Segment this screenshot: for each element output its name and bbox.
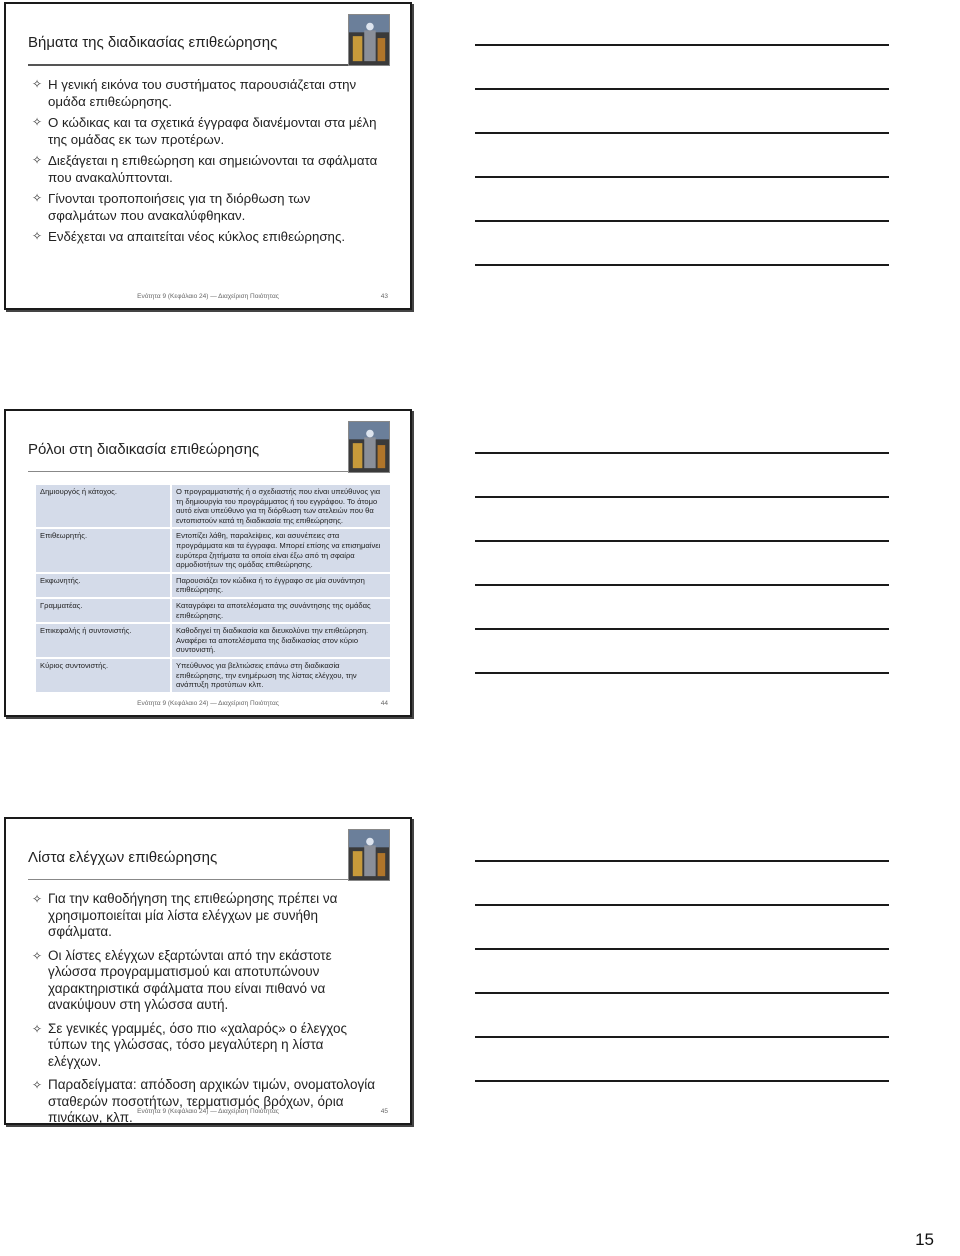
slide-logo-image: [348, 14, 390, 66]
footer-text: Ενότητα 9 (Κεφάλαιο 24) — Διαχείριση Ποιότητας: [137, 293, 279, 300]
slide-footer: [6, 293, 410, 300]
table-row: [36, 624, 390, 657]
table-row: [36, 574, 390, 597]
note-line: [475, 992, 889, 994]
slide-logo-image: [348, 421, 390, 473]
role-description: Ο προγραμματιστής ή ο σχεδιαστής που είναι υπεύθυνος για τη δημιουργία του προγράμματος ή του εγγράφου. Το άτομο αυτό είναι υπεύθυνο για τη διόρθωση των ατελειών που θα εντοπιστούν κατά τη διαδικασία της επιθεώρησης.: [172, 485, 390, 527]
note-line: [475, 452, 889, 454]
note-line: [475, 948, 889, 950]
table-row: [36, 659, 390, 692]
slide-45: [4, 817, 412, 1125]
note-line: [475, 496, 889, 498]
bullet-list: [32, 891, 380, 1134]
role-name: Επικεφαλής ή συντονιστής.: [36, 624, 172, 657]
bullet-item: ✧ Η γενική εικόνα του συστήματος παρουσιάζεται στην ομάδα επιθεώρησης.: [32, 77, 357, 109]
note-line: [475, 176, 889, 178]
footer-text: Ενότητα 9 (Κεφάλαιο 24) — Διαχείριση Ποιότητας: [137, 1108, 279, 1115]
slide-number: 45: [380, 1108, 388, 1115]
note-line: [475, 904, 889, 906]
table-row: [36, 599, 390, 622]
role-description: Καταγράφει τα αποτελέσματα της συνάντησης της ομάδας επιθεώρησης.: [172, 599, 390, 622]
slide-43: [4, 2, 412, 310]
table-row: [36, 485, 390, 527]
table-row: [36, 529, 390, 571]
note-line: [475, 672, 889, 674]
note-line: [475, 220, 889, 222]
bullet-item: ✧ Ο κώδικας και τα σχετικά έγγραφα διανέμονται στα μέλη της ομάδας εκ των προτέρων.: [32, 115, 377, 147]
bullet-item: ✧ Διεξάγεται η επιθεώρηση και σημειώνονται τα σφάλματα που ανακαλύπτονται.: [32, 153, 378, 185]
bullet-item: ✧ Για την καθοδήγηση της επιθεώρησης πρέπει να χρησιμοποιείται μία λίστα ελέγχων με συνήθη σφάλματα.: [32, 891, 338, 939]
bullet-star-icon: ✧: [32, 1021, 43, 1036]
title-divider: [28, 64, 388, 66]
bullet-star-icon: ✧: [32, 77, 43, 91]
role-name: Δημιουργός ή κάτοχος.: [36, 485, 172, 527]
bullet-star-icon: ✧: [32, 115, 43, 129]
slide-title: Ρόλοι στη διαδικασία επιθεώρησης: [28, 441, 260, 458]
bullet-star-icon: ✧: [32, 191, 43, 205]
note-line: [475, 132, 889, 134]
role-description: Καθοδηγεί τη διαδικασία και διευκολύνει την επιθεώρηση. Αναφέρει τα αποτελέσματα της διαδικασίας στον κύριο συντονιστή.: [172, 624, 390, 657]
bullet-star-icon: ✧: [32, 153, 43, 167]
note-line: [475, 88, 889, 90]
role-name: Επιθεωρητής.: [36, 529, 172, 571]
slide-footer: [6, 700, 410, 707]
slide-footer: [6, 1108, 410, 1115]
role-description: Παρουσιάζει τον κώδικα ή το έγγραφο σε μία συνάντηση επιθεώρησης.: [172, 574, 390, 597]
note-line: [475, 44, 889, 46]
role-description: Εντοπίζει λάθη, παραλείψεις, και ασυνέπειες στα προγράμματα και τα έγγραφα. Μπορεί επίσης να επισημαίνει ευρύτερα ζητήματα τα οποία είναι έξω από τη σφαίρα αρμοδιοτήτων της ομάδας επιθεώρησης.: [172, 529, 390, 571]
note-line: [475, 860, 889, 862]
slide-title: Βήματα της διαδικασίας επιθεώρησης: [28, 34, 278, 51]
roles-table: [36, 483, 390, 694]
bullet-star-icon: ✧: [32, 948, 43, 963]
bullet-item: ✧ Οι λίστες ελέγχων εξαρτώνται από την εκάστοτε γλώσσα προγραμματισμού και αποτυπώνουν χαρακτηριστικά σφάλματα που είναι πιθανό να ανακύψουν στη γλώσσα αυτή.: [32, 947, 332, 1012]
footer-text: Ενότητα 9 (Κεφάλαιο 24) — Διαχείριση Ποιότητας: [137, 700, 279, 707]
note-line: [475, 264, 889, 266]
slide-logo-image: [348, 829, 390, 881]
bullet-item: ✧ Γίνονται τροποποιήσεις για τη διόρθωση των σφαλμάτων που ανακαλύφθηκαν.: [32, 191, 311, 223]
bullet-star-icon: ✧: [32, 892, 43, 906]
slide-number: 44: [380, 700, 388, 707]
title-divider: [28, 879, 388, 880]
note-line: [475, 584, 889, 586]
slide-title: Λίστα ελέγχων επιθεώρησης: [28, 849, 218, 866]
slide-44: [4, 409, 412, 717]
role-description: Υπεύθυνος για βελτιώσεις επάνω στη διαδικασία επιθεώρησης, την ενημέρωση της λίστας ελέγχου, την ανάπτυξη προτύπων κλπ.: [172, 659, 390, 692]
role-name: Εκφωνητής.: [36, 574, 172, 597]
note-line: [475, 540, 889, 542]
bullet-star-icon: ✧: [32, 229, 43, 243]
title-divider: [28, 471, 388, 472]
note-line: [475, 1080, 889, 1082]
page-number: 15: [915, 1230, 934, 1249]
note-line: [475, 628, 889, 630]
bullet-item: ✧ Ενδέχεται να απαιτείται νέος κύκλος επιθεώρησης.: [32, 229, 346, 244]
bullet-item: ✧ Σε γενικές γραμμές, όσο πιο «χαλαρός» ο έλεγχος τύπων της γλώσσας, τόσο μεγαλύτερη η λίστα ελέγχων.: [32, 1020, 348, 1069]
bullet-item: ✧ Παραδείγματα: απόδοση αρχικών τιμών, ονοματολογία σταθερών ποσοτήτων, τερματισμός βρόχων, όρια πινάκων, κλπ.: [32, 1077, 376, 1125]
role-name: Κύριος συντονιστής.: [36, 659, 172, 692]
role-name: Γραμματέας.: [36, 599, 172, 622]
bullet-list: [32, 76, 380, 249]
slide-number: 43: [380, 293, 388, 300]
note-line: [475, 1036, 889, 1038]
bullet-star-icon: ✧: [32, 1078, 43, 1092]
